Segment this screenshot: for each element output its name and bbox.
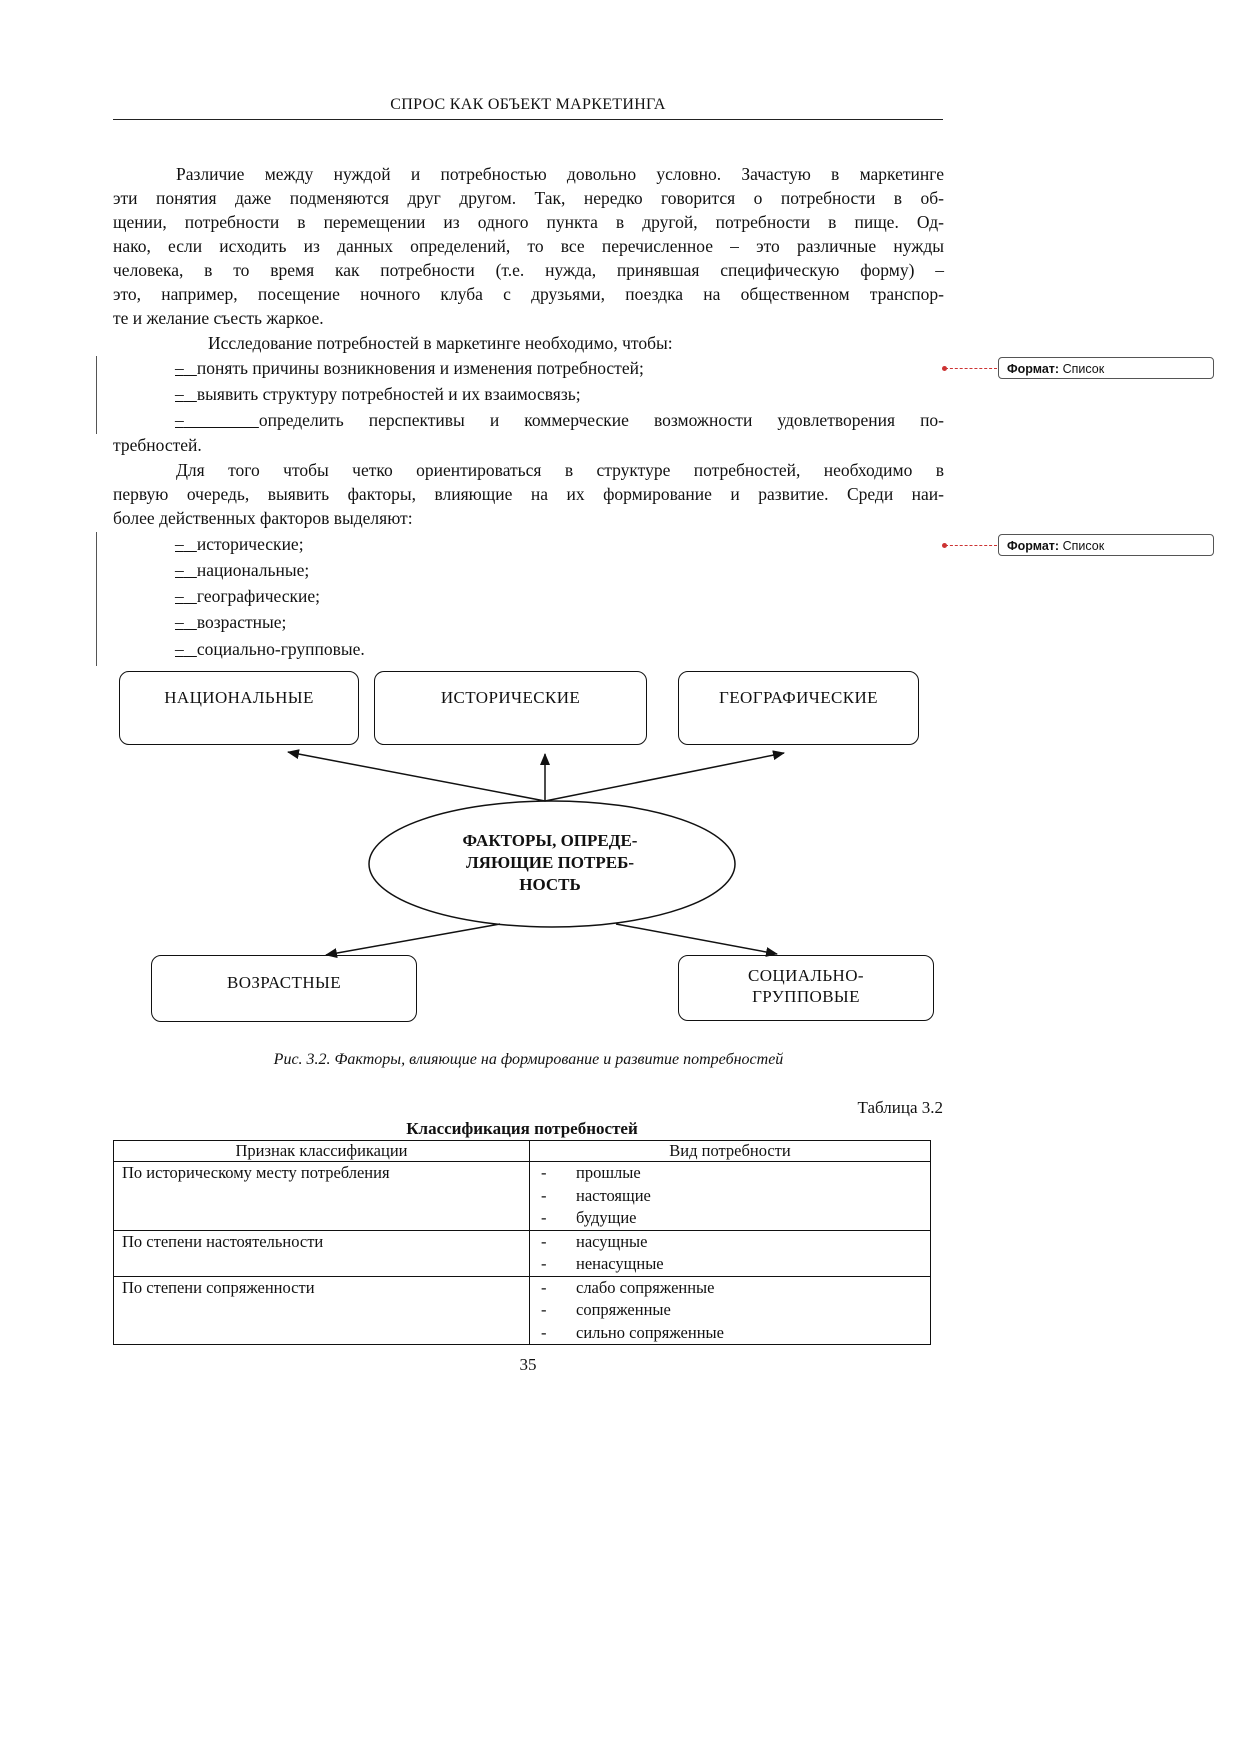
list-marker: – xyxy=(175,384,184,404)
criterion-cell: По степени настоятельности xyxy=(114,1230,530,1276)
arrow-to-social xyxy=(616,924,777,954)
list-marker: – xyxy=(175,586,184,606)
page-number: 35 xyxy=(519,1355,537,1374)
center-label-line: ЛЯЮЩИЕ ПОТРЕБ- xyxy=(466,853,634,872)
criterion-cell: По степени сопряженности xyxy=(114,1276,530,1345)
table-title: Классификация потребностей xyxy=(406,1119,638,1138)
list-item-continuation: требностей. xyxy=(113,435,202,455)
paragraph2-line: более действенных факторов выделяют: xyxy=(113,508,413,528)
node-national: НАЦИОНАЛЬНЫЕ xyxy=(119,671,359,745)
arrow-to-age xyxy=(326,924,500,955)
list-item-text: социально-групповые. xyxy=(196,639,365,659)
research-intro: Исследование потребностей в маркетинге необходимо, чтобы: xyxy=(208,333,673,353)
list-marker: – xyxy=(175,639,184,659)
table-label: Таблица 3.2 xyxy=(857,1098,943,1117)
paragraph1-line: Различие между нуждой и потребностью довольно условно. Зачастую в маркетинге xyxy=(176,164,944,184)
kind-item: - слабо сопряженные xyxy=(541,1277,715,1297)
arrow-to-national xyxy=(288,752,545,801)
list-item-text: выявить структуру потребностей и их взаимосвязь; xyxy=(196,384,581,404)
paragraph1-line: человека, в то время как потребности (т.е. нужда, принявшая специфическую форму) – xyxy=(113,260,944,280)
paragraph1-line: нако, если исходить из данных определений, то все перечисленное – это различные нужды xyxy=(113,236,944,256)
paragraph2-line: первую очередь, выявить факторы, влияющие на их формирование и развитие. Среди наи- xyxy=(113,484,944,504)
list-item-text: понять причины возникновения и изменения потребностей; xyxy=(196,358,644,378)
list-marker: – xyxy=(175,410,184,430)
arrow-to-geographic xyxy=(545,753,784,801)
kind-item: - прошлые xyxy=(541,1163,641,1182)
table-header-cell: Признак классификации xyxy=(114,1141,530,1162)
criterion-cell: По историческому месту потребления xyxy=(114,1162,530,1231)
table-row xyxy=(114,1162,931,1231)
kinds-cell xyxy=(530,1276,931,1345)
table-header-cell: Вид потребности xyxy=(530,1141,931,1162)
list-item-text: национальные; xyxy=(196,560,310,580)
center-label xyxy=(440,830,660,896)
list-marker: – xyxy=(175,358,184,378)
node-age: ВОЗРАСТНЫЕ xyxy=(151,955,417,1022)
kinds-cell xyxy=(530,1230,931,1276)
kinds-cell xyxy=(530,1162,931,1231)
center-label-line: ФАКТОРЫ, ОПРЕДЕ- xyxy=(462,831,638,850)
kind-item: - сильно сопряженные xyxy=(541,1322,724,1342)
paragraph1-line: щении, потребности в перемещении из одного пункта в другой, потребности в пище. Од- xyxy=(113,212,944,232)
kind-item: - ненасущные xyxy=(541,1254,664,1273)
running-header: СПРОС КАК ОБЪЕКТ МАРКЕТИНГА xyxy=(390,96,666,113)
list-item-text: исторические; xyxy=(196,534,304,554)
node-social xyxy=(678,955,934,1021)
comment-label: Формат: xyxy=(1007,539,1060,553)
table-header-row xyxy=(114,1141,931,1162)
comment-label: Формат: xyxy=(1007,362,1060,376)
paragraph1-line: те и желание съесть жаркое. xyxy=(113,308,324,328)
node-social-line: ГРУППОВЫЕ xyxy=(752,987,860,1006)
table-row xyxy=(114,1276,931,1345)
kind-item: - будущие xyxy=(541,1208,637,1227)
figure-caption: Рис. 3.2. Факторы, влияющие на формирование и развитие потребностей xyxy=(273,1051,784,1068)
node-geographic: ГЕОГРАФИЧЕСКИЕ xyxy=(678,671,919,745)
center-label-line: НОСТЬ xyxy=(519,875,581,894)
kind-item: - сопряженные xyxy=(541,1300,671,1319)
kind-item: - настоящие xyxy=(541,1185,651,1205)
classification-table xyxy=(113,1140,931,1345)
paragraph1-line: эти понятия даже подменяются друг другом. Так, нередко говорится о потребности в об- xyxy=(113,188,944,208)
list-marker: – xyxy=(175,560,184,580)
paragraph2-line: Для того чтобы четко ориентироваться в структуре потребностей, необходимо в xyxy=(176,460,944,480)
list-item-text: возрастные; xyxy=(196,612,287,632)
list-item-text: определить перспективы и коммерческие возможности удовлетворения по- xyxy=(258,410,945,430)
node-historical: ИСТОРИЧЕСКИЕ xyxy=(374,671,647,745)
comment-value: Список xyxy=(1062,362,1105,376)
table-row xyxy=(114,1230,931,1276)
list-marker: – xyxy=(175,612,184,632)
kind-item: - насущные xyxy=(541,1231,648,1251)
paragraph1-line: это, например, посещение ночного клуба с друзьями, поездка на общественном транспор- xyxy=(113,284,944,304)
node-social-line: СОЦИАЛЬНО- xyxy=(748,966,864,985)
list-item-text: географические; xyxy=(196,586,321,606)
comment-value: Список xyxy=(1062,539,1105,553)
list-marker: – xyxy=(175,534,184,554)
